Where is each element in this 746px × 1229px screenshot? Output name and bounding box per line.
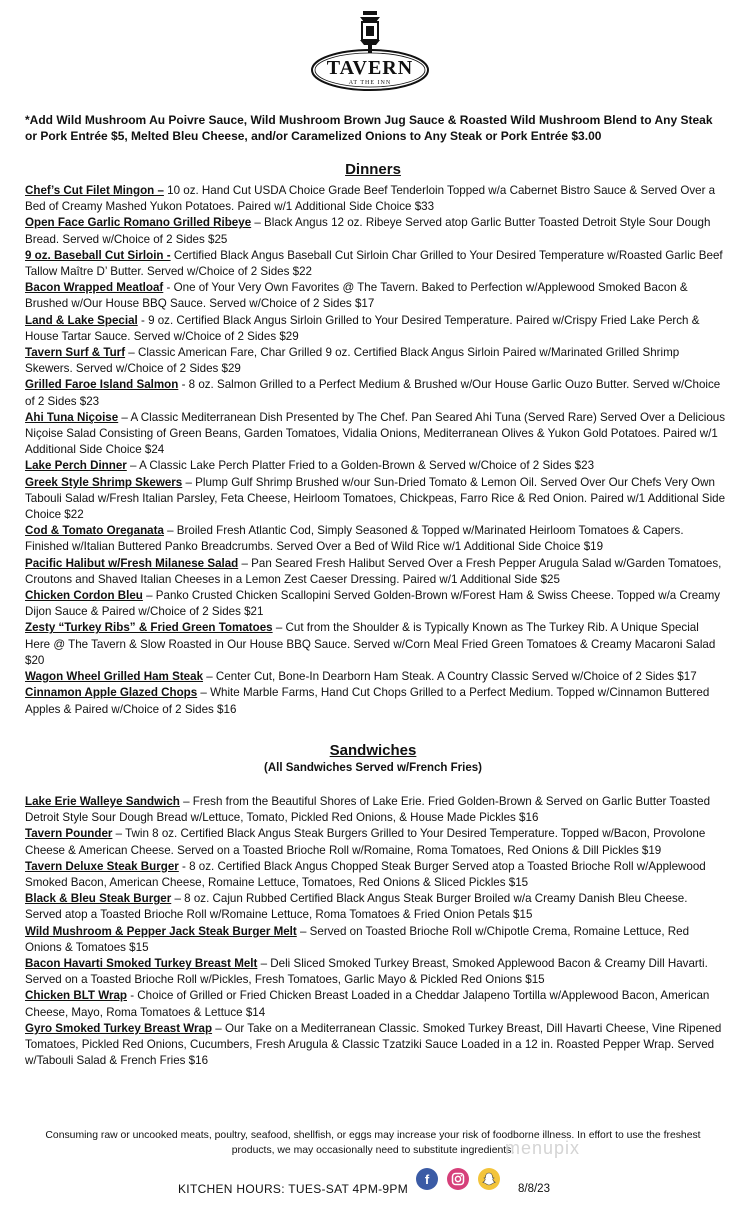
menu-item: [25, 345, 727, 377]
menu-item: [25, 794, 727, 826]
menu-item: [25, 826, 727, 858]
svg-text:f: f: [424, 1172, 430, 1187]
menu-item-name: Open Face Garlic Romano Grilled Ribeye: [25, 216, 252, 230]
menu-item-description: – A Classic Lake Perch Platter Fried to a Golden-Brown & Served w/Choice of 2 Sides $23: [126, 459, 595, 473]
menu-item-name: Gyro Smoked Turkey Breast Wrap: [25, 1021, 213, 1035]
menu-item-description: – 8 oz. Cajun Rubbed Certified Black Angus Steak Burger Broiled w/a Creamy Danish Bleu Cheese. Served atop a Toasted Brioche Roll w/Romaine Lettuce, Roma Tomatoes & Fried Onion Petals $15: [25, 892, 688, 922]
addon-note: *Add Wild Mushroom Au Poivre Sauce, Wild Mushroom Brown Jug Sauce & Roasted Wild Mushroom Blend to Any Steak or Pork Entrée $5, Melted Bleu Cheese, and/or Caramelized Onions to Any Steak or Pork Entrée $3.00: [25, 113, 713, 143]
menu-item: [25, 458, 727, 474]
menu-item-description: – Fresh from the Beautiful Shores of Lake Erie. Fried Golden-Brown & Served on Garlic Butter Toasted Detroit Style Sour Dough Bread w/Lettuce, Tomato, Pickled Red Onions, & House Made Pickles $16: [25, 795, 711, 825]
menu-item-name: Lake Erie Walleye Sandwich: [25, 795, 180, 808]
menu-item-description: – Twin 8 oz. Certified Black Angus Steak Burgers Grilled to Your Desired Temperature. Topped w/Bacon, Provolone Cheese & American Cheese. Served on a Toasted Brioche Roll w/Romaine, Roma Tomatoes, Red Onions & Dill Pickles $19: [25, 827, 706, 857]
menu-item: [25, 685, 727, 717]
menu-item: [25, 215, 727, 247]
menu-item-name: Tavern Pounder: [25, 827, 113, 841]
menu-item-name: Lake Perch Dinner: [25, 459, 127, 473]
menu-item-description: - 9 oz. Certified Black Angus Sirloin Grilled to Your Desired Temperature. Paired w/Crispy Fried Lake Perch & House Tartar Sauce. Served w/Choice of 2 Sides $29: [25, 313, 700, 343]
menu-item-name: 9 oz. Baseball Cut Sirloin -: [25, 248, 171, 262]
dinners-list: [25, 183, 727, 718]
menu-item: [25, 924, 727, 956]
menu-item: [25, 523, 727, 555]
menu-item-description: – Plump Gulf Shrimp Brushed w/our Sun-Dried Tomato & Lemon Oil. Served Over Our Chefs Very Own Tabouli Salad w/Fresh Italian Parsley, Feta Cheese, Heirloom Tomatoes, Chickpeas, Farro Rice & Red Onion. Paired w/1 Additional Side Choice $22: [25, 475, 726, 522]
menu-item-name: Tavern Deluxe Steak Burger: [25, 859, 179, 873]
menu-item-description: 10 oz. Hand Cut USDA Choice Grade Beef Tenderloin Topped w/a Cabernet Bistro Sauce & Served Over a Bed of Creamy Mashed Yukon Potatoes. Paired w/1 Additional Side Choice $33: [25, 184, 716, 214]
menu-item-description: – Our Take on a Mediterranean Classic. Smoked Turkey Breast, Dill Havarti Cheese, Vine Ripened Tomatoes, Pickled Red Onions, Cucumbers, Fresh Arugula & Classic Tzatziki Sauce Loaded in a 12 in. Roasted Pepper Wrap. Served w/Tabouli Salad & French Fries $16: [25, 1021, 722, 1068]
menu-item-name: Cod & Tomato Oreganata: [25, 524, 164, 538]
menu-date: 8/8/23: [518, 1183, 550, 1195]
logo-wordmark: TAVERN: [326, 57, 414, 79]
menu-item: [25, 588, 727, 620]
menu-item: [25, 410, 727, 459]
menu-item-description: – Cut from the Shoulder & is Typically Known as The Turkey Rib. A Unique Special Here @ The Tavern & Slow Roasted in Our House BBQ Sauce. Served w/Corn Meal Fried Green Tomatoes & Creamy Macaroni Salad $20: [25, 621, 716, 667]
menu-item-description: - 8 oz. Certified Black Angus Chopped Steak Burger Served atop a Toasted Brioche Roll w/Applewood Smoked Bacon, American Cheese, Romaine Lettuce, Tomatoes, Red Onions & Sliced Pickles $15: [25, 859, 706, 890]
logo-tagline: AT THE INN: [348, 80, 392, 86]
menu-item: [25, 1021, 727, 1070]
menu-item-name: Bacon Havarti Smoked Turkey Breast Melt: [25, 957, 258, 971]
menu-item-description: – Black Angus 12 oz. Ribeye Served atop Garlic Butter Toasted Detroit Style Sour Dough Bread. Served w/Choice of 2 Sides $25: [25, 216, 711, 246]
menu-item: [25, 183, 727, 215]
menu-item-description: – A Classic Mediterranean Dish Presented by The Chef. Pan Seared Ahi Tuna (Served Rare) Served Over a Delicious Niçoise Salad Consisting of Green Beans, Garden Tomatoes, Vidalia Onions, Mediterranean Olives & Yukon Gold Potatoes. Paired w/1 Additional Side Choice $24: [25, 410, 726, 457]
menu-item-name: Chicken BLT Wrap: [25, 989, 127, 1003]
food-safety-note: Consuming raw or uncooked meats, poultry, seafood, shellfish, or eggs may increase your risk of foodborne illness. In effort to use the freshest products, we may occasionally need to substitute ingredients.: [45, 1130, 701, 1156]
sandwiches-heading: Sandwiches: [329, 742, 417, 759]
menu-item-name: Land & Lake Special: [25, 313, 138, 327]
menu-item-description: – Center Cut, Bone-In Dearborn Ham Steak. A Country Classic Served w/Choice of 2 Sides $17: [203, 670, 697, 684]
menu-item-description: – Classic American Fare, Char Grilled 9 oz. Certified Black Angus Sirloin Paired w/Marinated Grilled Shrimp Skewers. Served w/Choice of 2 Sides $29: [25, 346, 680, 376]
menu-item: [25, 620, 727, 669]
menu-item-name: Greek Style Shrimp Skewers: [25, 475, 183, 489]
menu-item-name: Tavern Surf & Turf: [25, 346, 126, 360]
menu-item-name: Wagon Wheel Grilled Ham Steak: [25, 670, 204, 684]
menu-item-description: – Broiled Fresh Atlantic Cod, Simply Seasoned & Topped w/Marinated Heirloom Tomatoes & Capers. Finished w/Italian Buttered Panko Breadcrumbs. Served Over a Bed of Wild Rice w/1 Additional Side Choice $19: [25, 524, 684, 554]
menu-item-description: Certified Black Angus Baseball Cut Sirloin Char Grilled to Your Desired Temperature w/Roasted Garlic Beef Tallow Maître D’ Butter. Served w/Choice of 2 Sides $22: [25, 248, 723, 279]
dinners-heading: Dinners: [345, 161, 401, 178]
menu-item: [25, 556, 727, 588]
menu-item-description: – White Marble Farms, Hand Cut Chops Grilled to a Perfect Medium. Topped w/Cinnamon Buttered Apples & Paired w/Choice of 2 Sides $16: [25, 686, 710, 716]
sandwiches-list: [25, 794, 727, 1069]
menu-item: [25, 891, 727, 923]
menu-item-description: - 8 oz. Salmon Grilled to a Perfect Medium & Brushed w/Our House Garlic Ouzo Butter. Served w/Choice of 2 Sides $23: [25, 378, 721, 408]
menu-item-name: Black & Bleu Steak Burger: [25, 892, 172, 906]
menu-item-name: Grilled Faroe Island Salmon: [25, 378, 179, 392]
menu-item-description: – Panko Crusted Chicken Scallopini Served Golden-Brown w/Forest Ham & Swiss Cheese. Topped w/a Creamy Dijon Sauce & Paired w/Choice of 2 Sides $21: [25, 589, 721, 619]
menu-item: [25, 859, 727, 891]
sandwiches-subtitle: (All Sandwiches Served w/French Fries): [264, 762, 482, 774]
menu-item-name: Chef’s Cut Filet Mingon –: [25, 184, 164, 197]
menu-item-name: Cinnamon Apple Glazed Chops: [25, 686, 198, 700]
kitchen-hours: KITCHEN HOURS: TUES-SAT 4PM-9PM: [178, 1182, 408, 1196]
menu-item-description: - Choice of Grilled or Fried Chicken Breast Loaded in a Cheddar Jalapeno Tortilla w/Applewood Bacon, American Cheese, Mayo, Roma Tomatoes & Lettuce $14: [25, 989, 710, 1019]
tavern-logo: [300, 8, 440, 98]
menu-item: [25, 956, 727, 988]
menu-item: [25, 280, 727, 312]
menu-item-description: – Deli Sliced Smoked Turkey Breast, Smoked Applewood Bacon & Creamy Dill Havarti. Served on a Toasted Brioche Roll w/Pickles, Fresh Tomatoes, Garlic Mayo & Pickled Red Onions $15: [25, 957, 708, 987]
menu-item: [25, 248, 727, 280]
menu-item-description: – Pan Seared Fresh Halibut Served Over a Fresh Pepper Arugula Salad w/Garden Tomatoes, Croutons and Shaved Italian Cheeses in a Lemon Zest Caeser Dressing. Paired w/1 Additional Side $25: [25, 556, 722, 586]
instagram-icon[interactable]: [447, 1168, 469, 1190]
snapchat-icon[interactable]: [478, 1168, 500, 1190]
menu-item-name: Wild Mushroom & Pepper Jack Steak Burger Melt: [25, 924, 297, 938]
menu-item: [25, 669, 727, 685]
menu-item: [25, 988, 727, 1020]
watermark: menupix: [505, 1138, 581, 1158]
facebook-icon[interactable]: [416, 1168, 438, 1190]
menu-item: [25, 475, 727, 524]
menu-item-name: Chicken Cordon Bleu: [25, 589, 143, 603]
menu-item: [25, 313, 727, 345]
menu-item: [25, 377, 727, 409]
menu-item-name: Zesty “Turkey Ribs” & Fried Green Tomatoes: [25, 621, 273, 635]
menu-item-name: Bacon Wrapped Meatloaf: [25, 281, 164, 295]
menu-item-description: – Served on Toasted Brioche Roll w/Chipotle Crema, Romaine Lettuce, Red Onions & Tomatoes $15: [25, 924, 690, 954]
menu-item-name: Pacific Halibut w/Fresh Milanese Salad: [25, 556, 239, 570]
menu-item-description: - One of Your Very Own Favorites @ The Tavern. Baked to Perfection w/Applewood Smoked Bacon & Brushed w/Our House BBQ Sauce. Served w/Choice of 2 Sides $17: [25, 281, 688, 311]
menu-item-name: Ahi Tuna Niçoise: [25, 410, 119, 424]
